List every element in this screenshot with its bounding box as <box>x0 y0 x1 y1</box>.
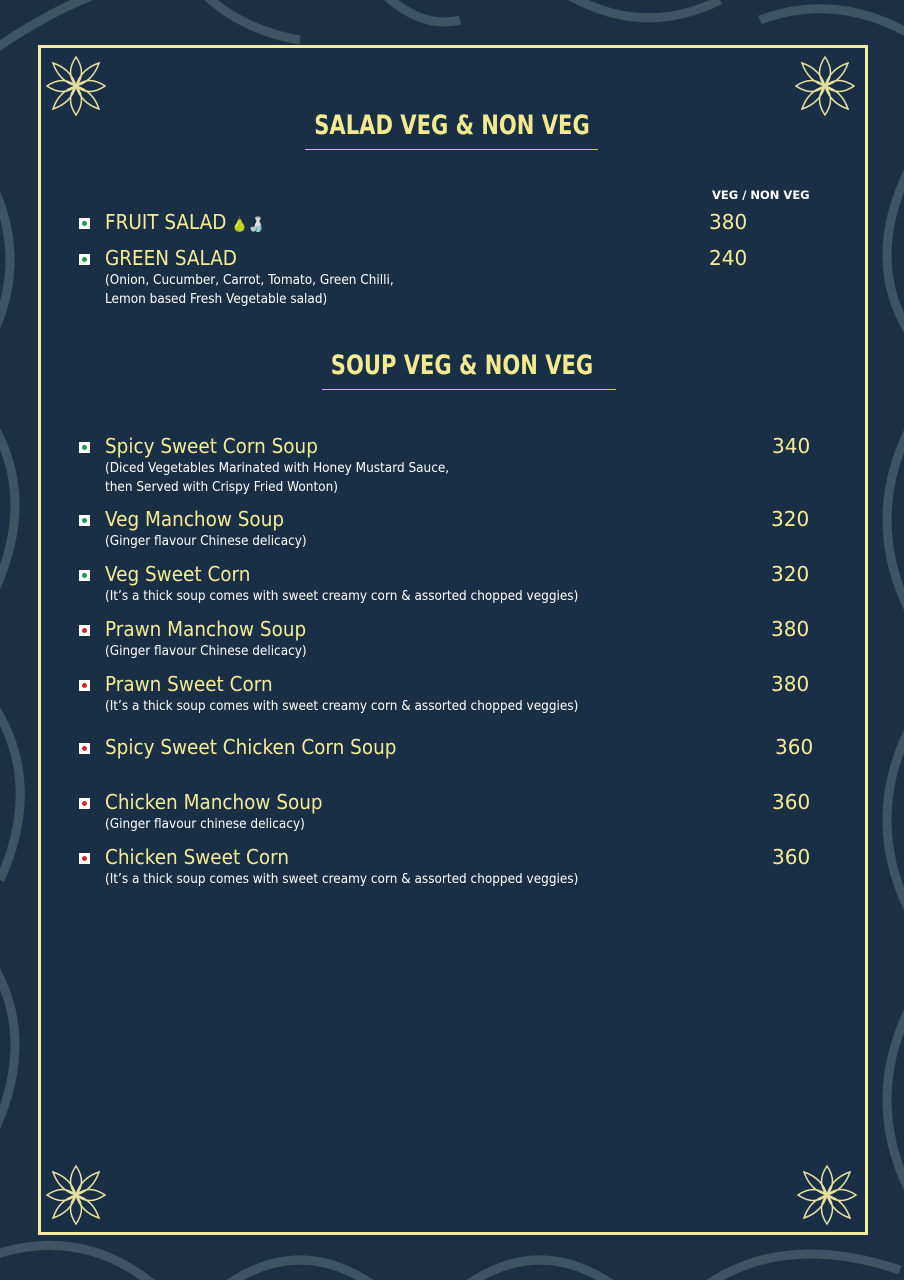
veg-indicator-icon <box>79 218 90 229</box>
menu-item-description: (It’s a thick soup comes with sweet creamy corn & assorted chopped veggies) <box>105 699 579 714</box>
menu-item-name-text: Prawn Manchow Soup <box>105 617 307 641</box>
menu-item-description: (Onion, Cucumber, Carrot, Tomato, Green Chilli, <box>105 273 394 288</box>
soup-section-title: SOUP VEG & NON VEG <box>330 350 594 381</box>
menu-item-name-text: GREEN SALAD <box>105 246 237 270</box>
menu-item-price: 360 <box>775 735 814 759</box>
menu-item-name-text: Spicy Sweet Corn Soup <box>105 434 318 458</box>
menu-item-description: (Ginger flavour Chinese delicacy) <box>105 644 307 659</box>
menu-item-description: then Served with Crispy Fried Wonton) <box>105 480 338 495</box>
menu-item-price: 320 <box>771 507 810 531</box>
menu-item-price: 240 <box>709 246 748 270</box>
menu-item-price: 320 <box>771 562 810 586</box>
menu-item-description: Lemon based Fresh Vegetable salad) <box>105 292 328 307</box>
menu-item-price: 360 <box>772 845 811 869</box>
menu-item-name <box>105 507 284 531</box>
menu-item-name <box>105 672 273 696</box>
menu-item-description: (Ginger flavour Chinese delicacy) <box>105 534 307 549</box>
menu-item-price: 380 <box>771 672 810 696</box>
menu-item-name-text: Chicken Manchow Soup <box>105 790 323 814</box>
menu-item-name <box>105 562 250 586</box>
nonveg-indicator-icon <box>79 680 90 691</box>
salad-section-title: SALAD VEG & NON VEG <box>314 110 590 141</box>
veg-indicator-icon <box>79 442 90 453</box>
menu-item-name-text: Veg Manchow Soup <box>105 507 285 531</box>
menu-item-name <box>105 434 318 458</box>
fruit-emoji-icon: 🍐🍶 <box>231 217 265 233</box>
veg-indicator-icon <box>79 570 90 581</box>
nonveg-indicator-icon <box>79 743 90 754</box>
corner-ornament-icon <box>43 1162 109 1228</box>
menu-item-name <box>105 845 289 869</box>
nonveg-indicator-icon <box>79 798 90 809</box>
corner-ornament-icon <box>43 53 109 119</box>
menu-item-description: (It’s a thick soup comes with sweet creamy corn & assorted chopped veggies) <box>105 589 579 604</box>
nonveg-indicator-icon <box>79 625 90 636</box>
menu-item-name <box>105 210 264 234</box>
veg-indicator-icon <box>79 515 90 526</box>
salad-title-underline <box>305 149 598 150</box>
soup-title-underline <box>322 389 616 390</box>
nonveg-indicator-icon <box>79 853 90 864</box>
menu-item-description: (Diced Vegetables Marinated with Honey Mustard Sauce, <box>105 461 450 476</box>
menu-item-price: 360 <box>772 790 811 814</box>
menu-item-name-text: Spicy Sweet Chicken Corn Soup <box>105 735 397 759</box>
veg-indicator-icon <box>79 254 90 265</box>
corner-ornament-icon <box>792 53 858 119</box>
menu-item-name-text: Prawn Sweet Corn <box>105 672 273 696</box>
menu-item-price: 340 <box>772 434 811 458</box>
corner-ornament-icon <box>794 1162 860 1228</box>
menu-item-name-text: FRUIT SALAD <box>105 210 227 234</box>
menu-item-description: (Ginger flavour chinese delicacy) <box>105 817 305 832</box>
price-column-header: VEG / NON VEG <box>712 188 810 202</box>
menu-item-name <box>105 735 396 759</box>
menu-item-name-text: Veg Sweet Corn <box>105 562 251 586</box>
menu-item-name <box>105 790 323 814</box>
menu-item-description: (It’s a thick soup comes with sweet creamy corn & assorted chopped veggies) <box>105 872 579 887</box>
menu-item-name-text: Chicken Sweet Corn <box>105 845 290 869</box>
menu-item-name <box>105 617 306 641</box>
menu-item-price: 380 <box>709 210 748 234</box>
menu-item-name <box>105 246 237 270</box>
menu-item-price: 380 <box>771 617 810 641</box>
